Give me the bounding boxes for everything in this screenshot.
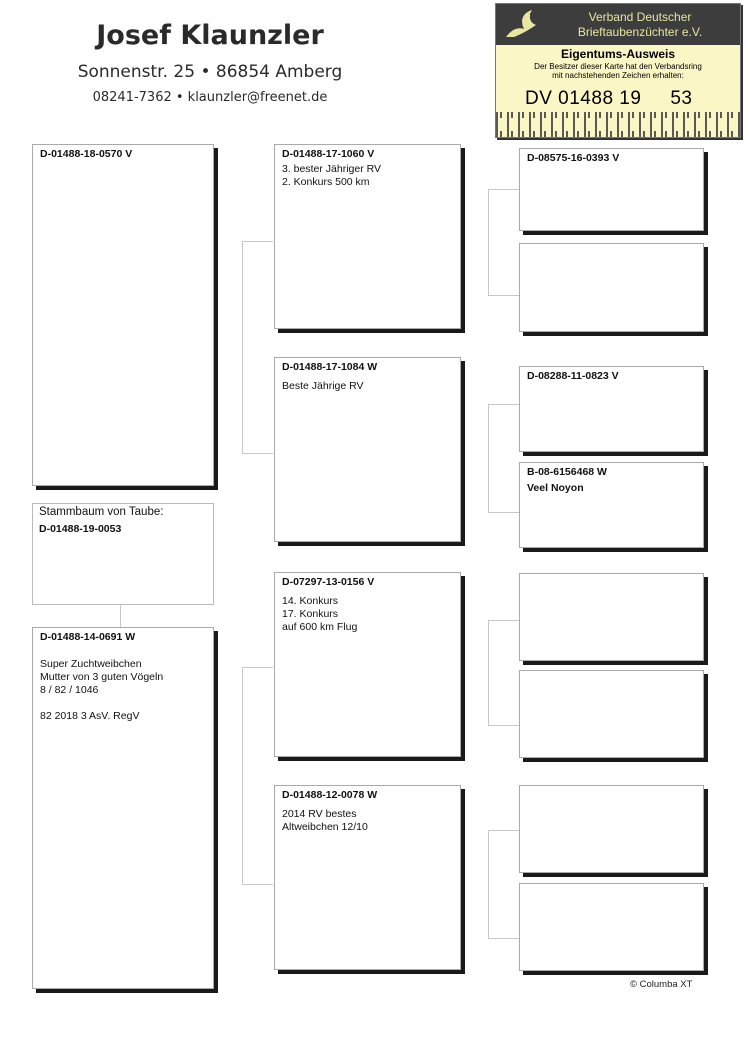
great-grandparent-box-fff	[519, 148, 704, 231]
connector	[242, 667, 273, 668]
mother-box	[32, 627, 214, 989]
ring-card-band	[496, 4, 740, 45]
grandparent-ring-number: D-07297-13-0156 V	[282, 576, 375, 588]
grandparent-box-mf	[274, 572, 461, 757]
grandparent-note: 3. bester Jähriger RV 2. Konkurs 500 km	[282, 163, 382, 188]
great-grandparent-box-mff	[519, 573, 704, 661]
mother-note: Super Zuchtweibchen Mutter von 3 guten Vögeln 8 / 82 / 1046 82 2018 3 AsV. RegV	[40, 658, 164, 722]
ring-card-pattern-overlay	[496, 118, 740, 131]
ring-card-title: Eigentums-Ausweis	[560, 47, 676, 61]
ring-card-org-line2: Brieftaubenzüchter e.V.	[577, 25, 703, 39]
connector	[242, 667, 243, 884]
owner-name: Josef Klaunzler	[96, 20, 324, 51]
mother-ring-number: D-01488-14-0691 W	[40, 631, 136, 643]
connector	[488, 725, 519, 726]
owner-contact: 08241-7362 • klaunzler@freenet.de	[92, 90, 328, 105]
ring-card-number: DV 01488 19 53	[525, 88, 693, 109]
connector	[488, 620, 519, 621]
great-grandparent-box-mfm	[519, 670, 704, 758]
great-grandparent-box-fmm	[519, 462, 704, 548]
copyright: © Columba XT	[630, 979, 693, 990]
connector	[488, 404, 519, 405]
connector	[488, 620, 489, 725]
connector	[488, 512, 519, 513]
subject-box	[32, 503, 214, 605]
connector	[488, 830, 489, 938]
connector	[488, 295, 519, 296]
great-grandparent-ring-number: D-08575-16-0393 V	[527, 152, 620, 164]
grandparent-ring-number: D-01488-17-1060 V	[282, 148, 375, 160]
grandparent-box-ff	[274, 144, 461, 329]
subject-ring-number: D-01488-19-0053	[39, 523, 122, 535]
connector	[242, 241, 243, 454]
great-grandparent-note: Veel Noyon	[527, 482, 584, 494]
grandparent-note: Beste Jährige RV	[282, 380, 364, 392]
grandparent-ring-number: D-01488-17-1084 W	[282, 361, 378, 373]
great-grandparent-box-mmm	[519, 883, 704, 971]
great-grandparent-box-fmf	[519, 366, 704, 452]
grandparent-note: 2014 RV bestes Altweibchen 12/10	[282, 808, 368, 833]
ring-ownership-card	[495, 3, 741, 138]
connector	[120, 604, 121, 627]
ring-card-subtitle-1: Der Besitzer dieser Karte hat den Verbandsring	[534, 62, 702, 71]
great-grandparent-box-ffm	[519, 243, 704, 332]
great-grandparent-ring-number: D-08288-11-0823 V	[527, 370, 619, 382]
father-box	[32, 144, 214, 486]
grandparent-note: 14. Konkurs 17. Konkurs auf 600 km Flug	[282, 595, 358, 633]
connector	[488, 830, 519, 831]
connector	[488, 189, 489, 295]
connector	[242, 884, 273, 885]
subject-label: Stammbaum von Taube:	[39, 506, 164, 518]
connector	[488, 938, 519, 939]
connector	[488, 404, 489, 512]
ring-card-org-line1: Verband Deutscher	[588, 10, 692, 24]
dove-icon	[502, 7, 540, 43]
connector	[488, 189, 519, 190]
father-ring-number: D-01488-18-0570 V	[40, 148, 133, 160]
connector	[242, 241, 273, 242]
grandparent-box-fm	[274, 357, 461, 542]
owner-address: Sonnenstr. 25 • 86854 Amberg	[77, 62, 343, 82]
great-grandparent-ring-number: B-08-6156468 W	[527, 466, 607, 478]
grandparent-ring-number: D-01488-12-0078 W	[282, 789, 378, 801]
connector	[242, 453, 273, 454]
ring-card-subtitle-2: mit nachstehenden Zeichen erhalten:	[552, 71, 684, 80]
great-grandparent-box-mmf	[519, 785, 704, 873]
grandparent-box-mm	[274, 785, 461, 970]
